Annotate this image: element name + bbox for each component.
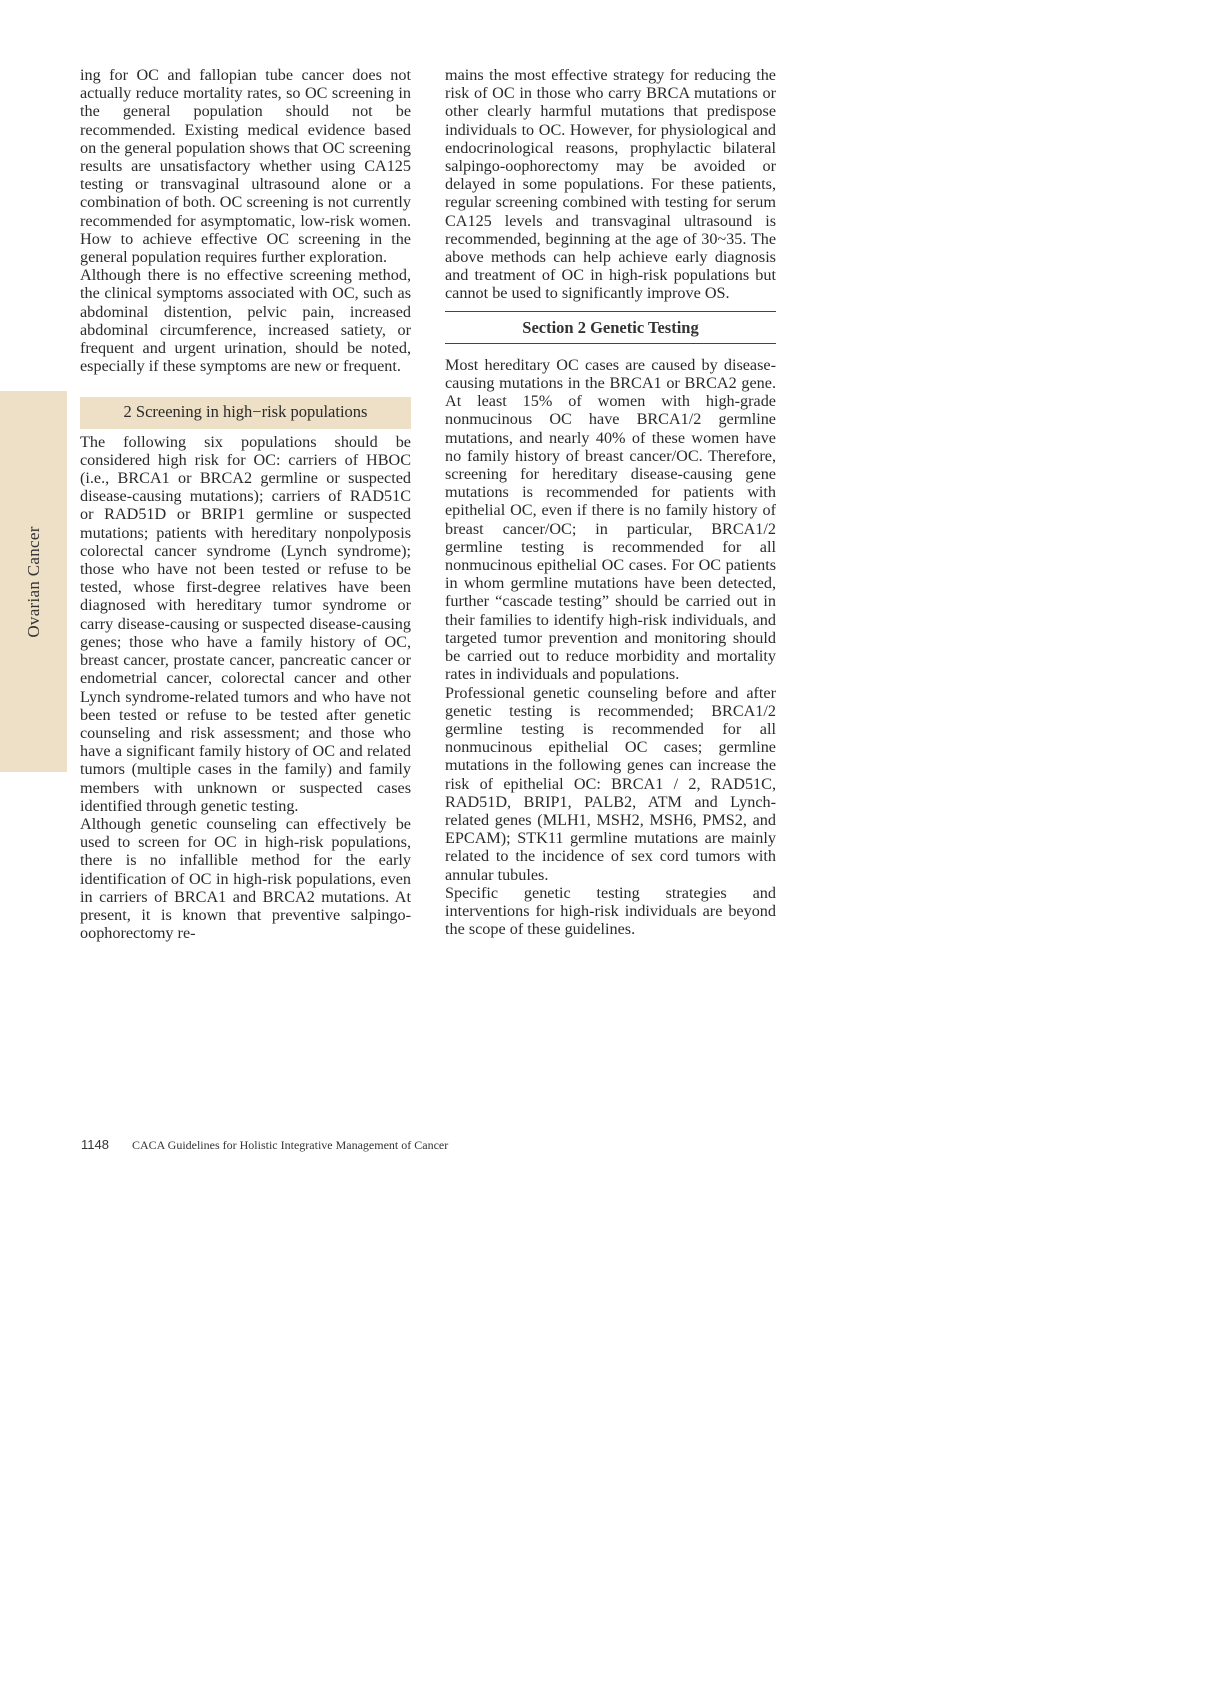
paragraph: Professional genetic counseling before and after genetic testing is recommended; BRCA1/2 germline testing is recommended for all nonmucinous epithelial OC cases; germline mutations in the following genes can increase the risk of epithelial OC: BRCA1 / 2, RAD51C, RAD51D, BRIP1, PALB2, ATM and Lynch-related genes (MLH1, MSH2, MSH6, PMS2, and EPCAM); STK11 germline mutations are mainly related to the incidence of sex cord tumors with annular tubules. xyxy=(445,683,776,884)
paragraph: Specific genetic testing strategies and interventions for high-risk individuals are beyond the scope of these guidelines. xyxy=(445,883,776,939)
section-heading-genetic-testing: Section 2 Genetic Testing xyxy=(445,311,776,344)
paragraph: The following six populations should be considered high risk for OC: carriers of HBOC (i.e., BRCA1 or BRCA2 germline or suspected disease-causing mutations); carriers of RAD51C or RAD51D or BRIP1 germline or suspected mutations; patients with hereditary nonpolyposis colorectal cancer syndrome (Lynch syndrome); those who have not been tested or refuse to be tested, whose first-degree relatives have been diagnosed with hereditary tumor syndrome or carry disease-causing or suspected disease-causing genes; those who have a family history of OC, breast cancer, prostate cancer, pancreatic cancer or endometrial cancer, colorectal cancer and other Lynch syndrome-related tumors and who have not been tested or refuse to be tested after genetic counseling and risk assessment; and those who have a significant family history of OC and related tumors (multiple cases in the family) and family members with unknown or suspected cases identified through genetic testing. xyxy=(80,432,411,815)
page-footer xyxy=(81,1137,448,1153)
paragraph: mains the most effective strategy for reducing the risk of OC in those who carry BRCA mutations or other clearly harmful mutations that predispose individuals to OC. However, for physiological and endocrinological reasons, prophylactic bilateral salpingo-oophorectomy may be avoided or delayed in some populations. For these patients, regular screening combined with testing for serum CA125 levels and transvaginal ultrasound is recommended, beginning at the age of 30~35. The above methods can help achieve early diagnosis and treatment of OC in high-risk populations but cannot be used to significantly improve OS. xyxy=(445,66,776,303)
page-number: 1148 xyxy=(81,1137,109,1152)
side-tab-label: Ovarian Cancer xyxy=(23,525,43,638)
paragraph: Although genetic counseling can effectively be used to screen for OC in high-risk populations, there is no infallible method for the early identification of OC in high-risk populations, even in carriers of BRCA1 and BRCA2 mutations. At present, it is known that preventive salpingo-oophorectomy re- xyxy=(80,814,411,943)
side-tab xyxy=(0,391,67,772)
right-column xyxy=(445,66,776,938)
paragraph: Although there is no effective screening method, the clinical symptoms associated with OC, such as abdominal distention, pelvic pain, increased abdominal circumference, increased satiety, or frequent and urgent urination, should be noted, especially if these symptoms are new or frequent. xyxy=(80,266,411,376)
section-heading-high-risk: 2 Screening in high−risk populations xyxy=(80,397,411,428)
running-title: CACA Guidelines for Holistic Integrative Management of Cancer xyxy=(131,1138,449,1152)
left-column xyxy=(80,66,411,942)
paragraph: ing for OC and fallopian tube cancer does not actually reduce mortality rates, so OC screening in the general population should not be recommended. Existing medical evidence based on the general population shows that OC screening results are unsatisfactory whether using CA125 testing or transvaginal ultrasound alone or a combination of both. OC screening is not currently recommended for asymptomatic, low-risk women. How to achieve effective OC screening in the general population requires further exploration. xyxy=(80,66,411,267)
paragraph: Most hereditary OC cases are caused by disease-causing mutations in the BRCA1 or BRCA2 gene. At least 15% of women with high-grade nonmucinous OC have BRCA1/2 germline mutations, and nearly 40% of these women have no family history of breast cancer/OC. Therefore, screening for hereditary disease-causing gene mutations is recommended for patients with epithelial OC, even if there is no family history of breast cancer/OC; in particular, BRCA1/2 germline testing is recommended for all nonmucinous epithelial OC cases. For OC patients in whom germline mutations have been detected, further “cascade testing” should be carried out in their families to identify high-risk individuals, and targeted tumor prevention and monitoring should be carried out to reduce morbidity and mortality rates in individuals and populations. xyxy=(445,355,776,684)
